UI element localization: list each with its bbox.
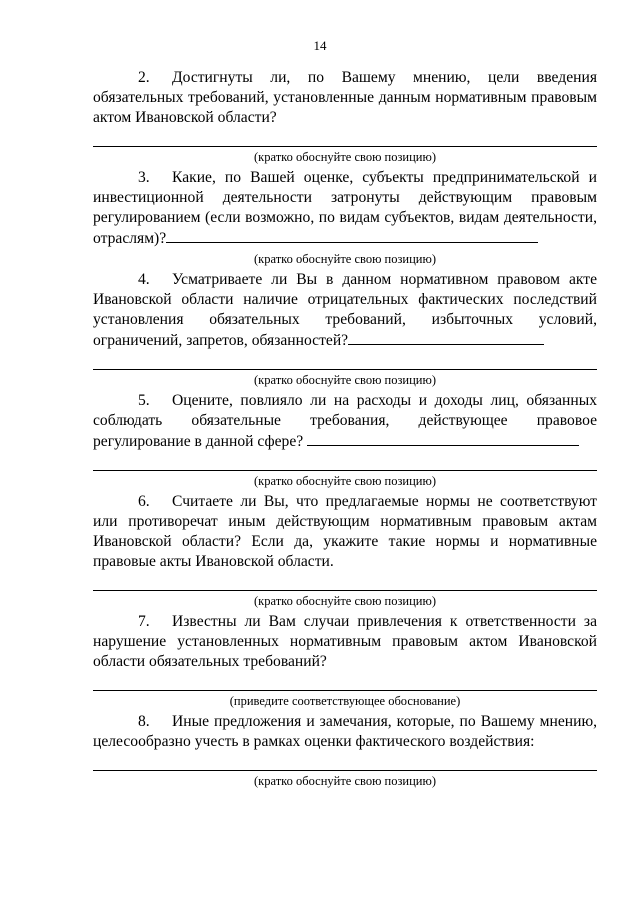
question-6 bbox=[93, 492, 597, 609]
questionnaire-body bbox=[93, 68, 597, 792]
answer-hint: (кратко обоснуйте свою позицию) bbox=[254, 594, 436, 608]
question-number: 7. bbox=[138, 613, 150, 630]
question-number: 2. bbox=[138, 69, 150, 86]
answer-hint: (приведите соответствующее обоснование) bbox=[229, 694, 461, 708]
answer-hint: (кратко обоснуйте свою позицию) bbox=[254, 252, 436, 266]
answer-line[interactable] bbox=[93, 672, 597, 691]
question-4 bbox=[93, 270, 597, 388]
question-5 bbox=[93, 391, 597, 489]
answer-hint: (кратко обоснуйте свою позицию) bbox=[254, 373, 436, 387]
answer-hint: (кратко обоснуйте свою позицию) bbox=[254, 774, 436, 788]
answer-line[interactable] bbox=[93, 752, 597, 771]
question-8 bbox=[93, 712, 597, 789]
answer-line[interactable] bbox=[93, 452, 597, 471]
page-number: 14 bbox=[313, 38, 327, 53]
answer-line[interactable] bbox=[348, 330, 544, 345]
answer-line[interactable] bbox=[307, 431, 579, 446]
answer-line[interactable] bbox=[93, 351, 597, 370]
question-number: 4. bbox=[138, 271, 150, 288]
question-text: Какие, по Вашей оценке, субъекты предпринимательской и инвестиционной деятельности затронуты действующим правовым регулированием (если возможно, по видам субъектов, видам деятельности, отраслям)? bbox=[93, 169, 597, 247]
answer-line[interactable] bbox=[93, 572, 597, 591]
answer-hint: (кратко обоснуйте свою позицию) bbox=[254, 150, 436, 164]
question-number: 8. bbox=[138, 713, 150, 730]
question-number: 6. bbox=[138, 493, 150, 510]
question-2 bbox=[93, 68, 597, 165]
question-text: Иные предложения и замечания, которые, по Вашему мнению, целесообразно учесть в рамках оценки фактического воздействия: bbox=[93, 713, 597, 750]
answer-line[interactable] bbox=[166, 228, 538, 243]
question-text: Достигнуты ли, по Вашему мнению, цели введения обязательных требований, установленные данным нормативным правовым актом Ивановской области? bbox=[93, 69, 597, 126]
answer-line[interactable] bbox=[93, 128, 597, 147]
question-number: 5. bbox=[138, 392, 150, 409]
question-3 bbox=[93, 168, 597, 267]
question-text: Известны ли Вам случаи привлечения к ответственности за нарушение установленных нормативным правовым актом Ивановской области обязательных требований? bbox=[93, 613, 597, 670]
answer-hint: (кратко обоснуйте свою позицию) bbox=[254, 474, 436, 488]
question-text: Оцените, повлияло ли на расходы и доходы лиц, обязанных соблюдать обязательные требования, действующее правовое регулирование в данной сфере? bbox=[93, 392, 597, 450]
question-7 bbox=[93, 612, 597, 709]
question-text: Усматриваете ли Вы в данном нормативном правовом акте Ивановской области наличие отрицательных фактических последствий установления обязательных требований, избыточных условий, ограничений, запретов, обязанностей? bbox=[93, 271, 597, 349]
question-text: Считаете ли Вы, что предлагаемые нормы не соответствуют или противоречат иным действующим нормативным правовым актам Ивановской области? Если да, укажите такие нормы и нормативные правовые акты Ивановской области. bbox=[93, 493, 597, 570]
question-number: 3. bbox=[138, 169, 150, 186]
